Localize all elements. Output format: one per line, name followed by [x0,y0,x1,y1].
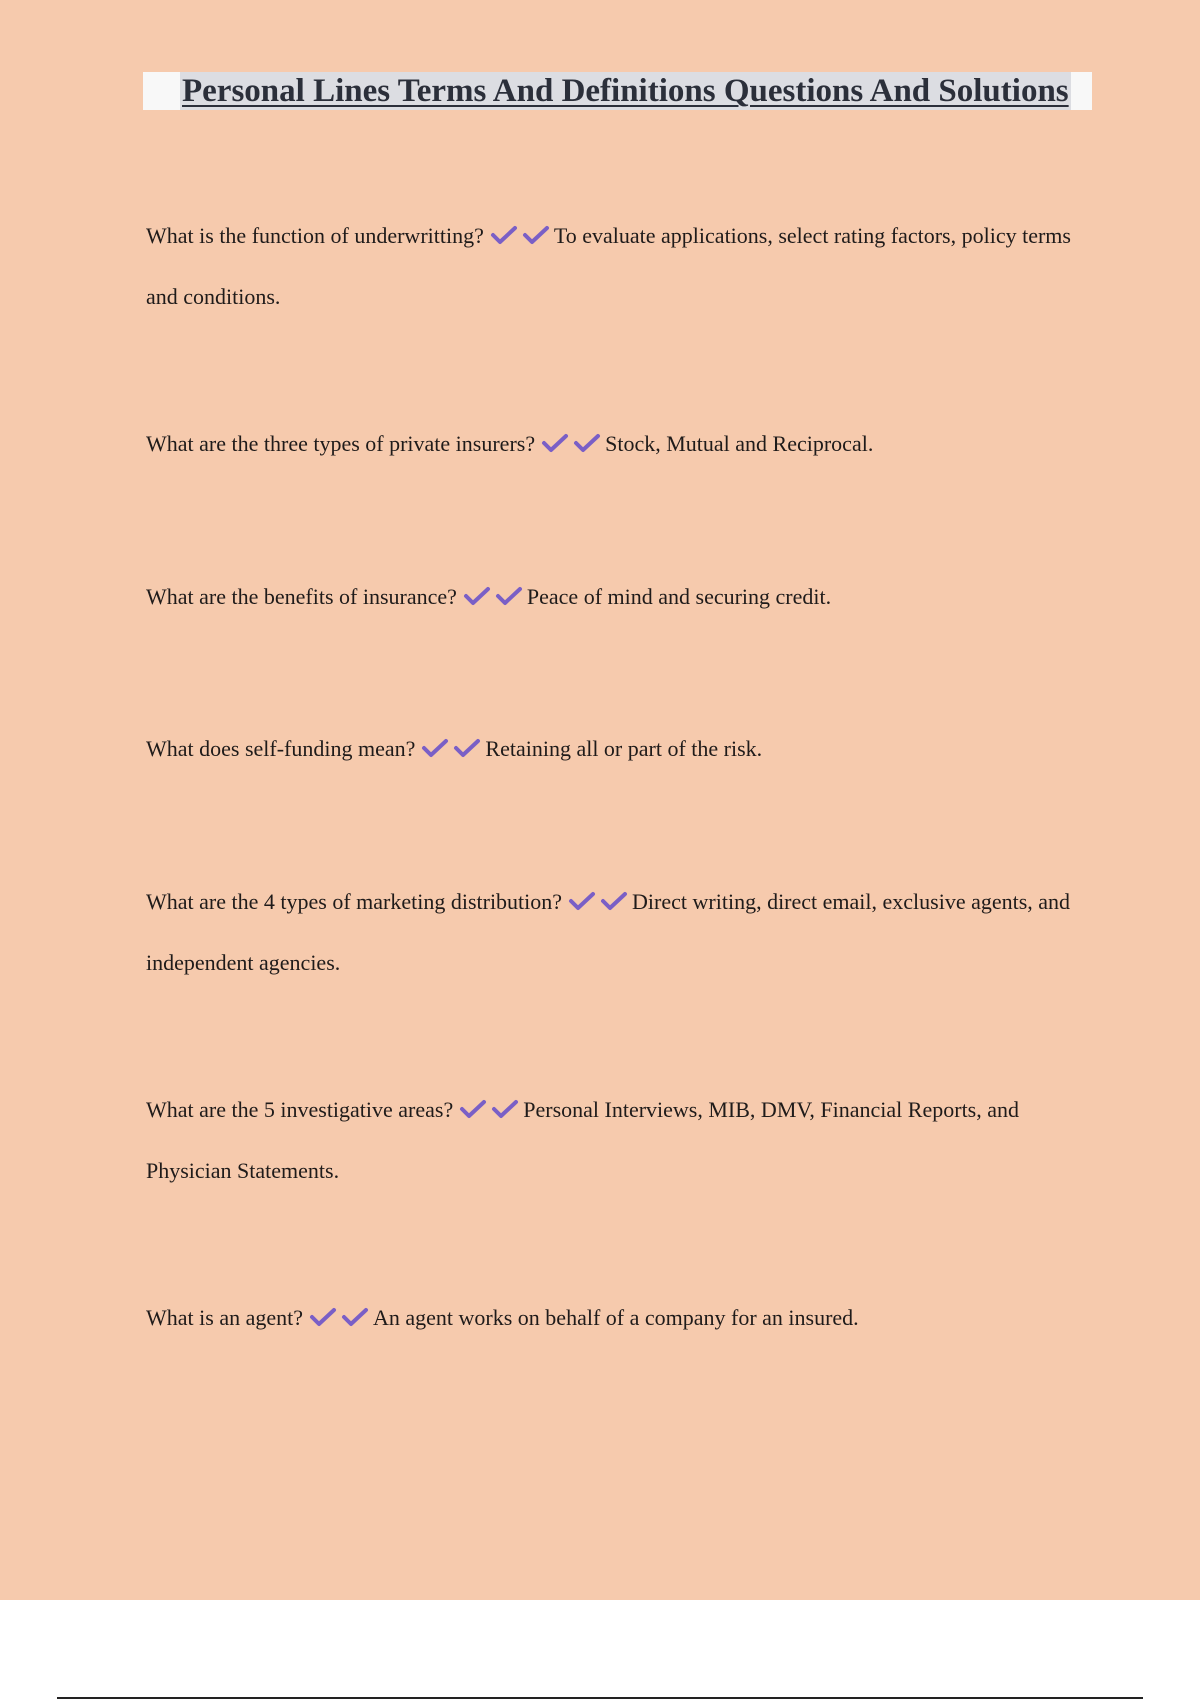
checkmark-icon [421,738,449,758]
qa-item-2 [146,413,1076,474]
question-text: What are the benefits of insurance? [146,584,457,609]
checkmark-icon [541,433,569,453]
checkmark-icon [522,225,550,245]
answer-text: Personal Interviews, MIB, DMV, Financial Reports, and Physician Statements. [146,1097,1020,1183]
checkmark-icon [341,1307,369,1327]
checkmark-icon [568,891,596,911]
question-text: What is the function of underwritting? [146,223,484,248]
checkmark-icon [600,891,628,911]
footer-rule [57,1697,1143,1699]
answer-text: Peace of mind and securing credit. [526,584,832,609]
checkmark-icon [491,1099,519,1119]
checkmark-icon [453,738,481,758]
qa-item-5 [146,871,1076,993]
answer-text: An agent works on behalf of a company for an insured. [373,1305,859,1330]
question-text: What are the three types of private insurers? [146,431,536,456]
checkmark-icon [495,586,523,606]
checkmark-icon [463,586,491,606]
answer-text: Direct writing, direct email, exclusive agents, and independent agencies. [146,889,1071,975]
answer-text: To evaluate applications, select rating factors, policy terms and conditions. [146,223,1071,309]
qa-item-4 [146,718,1076,779]
document-title: Personal Lines Terms And Definitions Questions And Solutions [182,73,1069,109]
question-text: What are the 4 types of marketing distribution? [146,889,563,914]
checkmark-icon [573,433,601,453]
qa-item-7 [146,1287,1076,1348]
answer-text: Stock, Mutual and Reciprocal. [605,431,874,456]
question-text: What does self-funding mean? [146,736,416,761]
checkmark-icon [459,1099,487,1119]
checkmark-icon [490,225,518,245]
answer-text: Retaining all or part of the risk. [485,736,763,761]
qa-item-3 [146,566,1076,627]
question-text: What are the 5 investigative areas? [146,1097,454,1122]
qa-item-6 [146,1079,1076,1201]
question-text: What is an agent? [146,1305,303,1330]
qa-item-1 [146,205,1076,327]
checkmark-icon [309,1307,337,1327]
